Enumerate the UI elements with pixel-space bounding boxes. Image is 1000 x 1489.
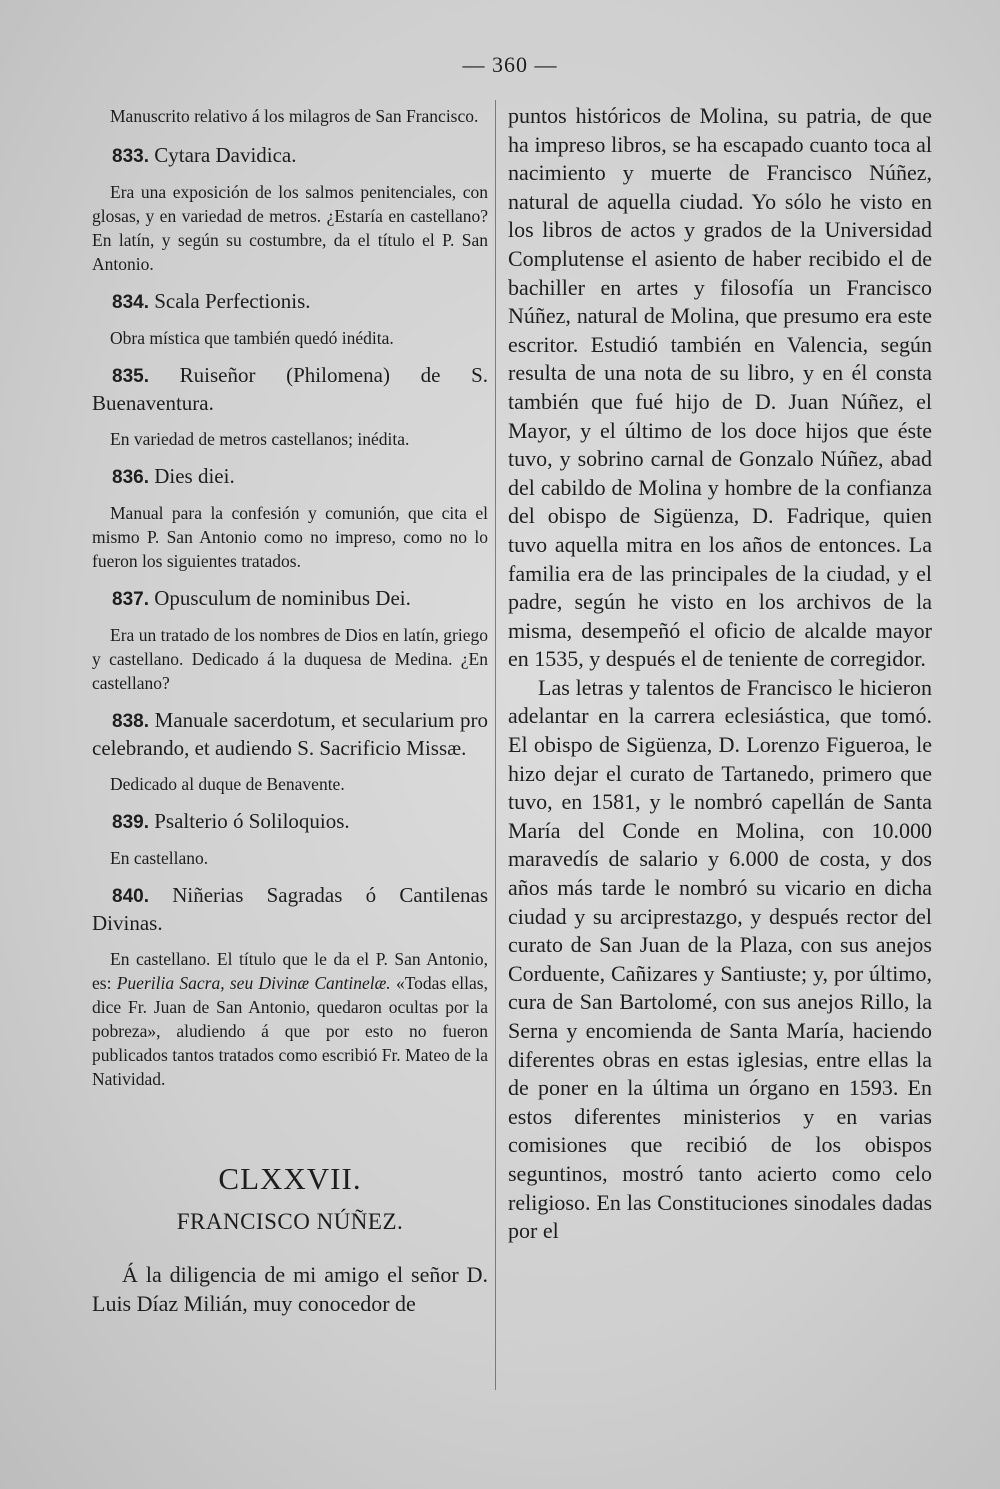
entry-title: Scala Perfectionis.: [154, 289, 311, 313]
body-paragraph-2: Las letras y talentos de Francisco le hicieron adelantar en la carrera eclesiástica, que tomó. El obispo de Sigüenza, D. Lorenzo Figueroa, le hizo dejar el curato de Tartanedo, primero que tuvo, en 1581, y le nombró capellán de Santa María del Conde en Molina, con 10.000 maravedís de salario y 6.000 de costa, y dos años más tarde le nombró su vicario en dicha ciudad y su arciprestazgo, y después rector del curato de San Juan de la Plaza, con sus anejos Corduente, Cañizares y Santiuste; y, por último, cura de San Bartolomé, con sus anejos Rillo, la Serna y encomienda de Santa María, haciendo diferentes obras en estas iglesias, entre ellas la de poner en la última un órgano en 1593. En estos diferentes ministerios y en varias comisiones que recibió de los obispos seguntinos, mostró tanto acierto como celo religioso. En las Constituciones sinodales dadas por el: [508, 674, 932, 1244]
page-number: — 360 —: [462, 52, 558, 77]
chapter-title: FRANCISCO NÚÑEZ.: [176, 1209, 404, 1234]
entry-heading: [92, 288, 488, 316]
entry-number: 839.: [112, 812, 149, 833]
entry-number: 837.: [112, 589, 149, 610]
catalog-entry: [92, 463, 488, 573]
entry-heading: [92, 808, 488, 836]
entry-number: 835.: [112, 366, 149, 387]
entry-title: Dies diei.: [154, 464, 235, 488]
entry-title: Niñerias Sagradas ó Cantilenas Divinas.: [92, 883, 489, 935]
chapter-intro-text: Á la diligencia de mi amigo el señor D. Luis Díaz Milián, muy conocedor de: [92, 1262, 488, 1316]
entry-note-text: En castellano. El título que le da el P. San Antonio, es:: [92, 949, 488, 993]
catalog-entry: [92, 362, 488, 451]
entry-heading: [92, 882, 488, 937]
entry-note: Manual para la confesión y comunión, que cita el mismo P. San Antonio como no impreso, como no lo fueron los siguientes tratados.: [92, 503, 488, 571]
entry-number: 834.: [112, 292, 149, 313]
entry-heading: [92, 142, 488, 170]
entry-note: Era una exposición de los salmos penitenciales, con glosas, y en variedad de metros. ¿Estaría en castellano? En latín, y según su costumbre, da el título el P. San Antonio.: [92, 182, 488, 274]
entry-note: Obra mística que también quedó inédita.: [110, 328, 394, 348]
entry-note: [92, 947, 488, 1091]
right-column: [508, 102, 932, 1246]
body-paragraph-1: puntos históricos de Molina, su patria, de que ha impreso libros, se ha escapado cuanto toca al nacimiento y muerte de Francisco Núñez, natural de aquella ciudad. Yo sólo he visto en los libros de actos y grados de la Universidad Complutense el asiento de haber recibido el de bachiller en artes y filosofía un Francisco Núñez, natural de Molina, que presumo era este escritor. Estudió también en Valencia, según resulta de una nota de su libro, y en él consta también que fué hijo de D. Juan Núñez, el Mayor, y el último de los doce hijos que éste tuvo, y sobrino carnal de Gonzalo Núñez, abad del cabildo de Molina y hombre de la confianza del obispo de Sigüenza, D. Fadrique, quien tuvo aquella mitra en los años de entonces. La familia era de las principales de la ciudad, y el padre, según he visto en los archivos de la misma, desempeñó el oficio de alcalde mayor en 1535, y después el de teniente de corregidor.: [508, 103, 932, 672]
entry-title: Opusculum de nominibus Dei.: [154, 586, 411, 610]
entry-note: Dedicado al duque de Benavente.: [110, 774, 345, 794]
catalog-entry: [92, 707, 488, 796]
entry-number: 840.: [112, 886, 149, 907]
catalog-entry: [92, 585, 488, 695]
left-column: [92, 104, 488, 1318]
entry-note: Era un tratado de los nombres de Dios en latín, griego y castellano. Dedicado á la duquesa de Medina. ¿En castellano?: [92, 625, 488, 693]
entry-number: 836.: [112, 467, 149, 488]
entry-heading: [92, 707, 488, 762]
intro-note: Manuscrito relativo á los milagros de San Francisco.: [110, 106, 479, 126]
entry-note: En variedad de metros castellanos; inédita.: [110, 429, 410, 449]
entry-heading: [92, 585, 488, 613]
catalog-entry: [92, 142, 488, 276]
entry-note: En castellano.: [110, 848, 209, 868]
catalog-entry: [92, 808, 488, 870]
entry-heading: [92, 463, 488, 491]
entry-title: Psalterio ó Soliloquios.: [154, 809, 350, 833]
entry-title: Cytara Davidica.: [154, 143, 297, 167]
entry-note-latin-title: Puerilia Sacra, seu Divinæ Cantinelæ.: [116, 973, 391, 993]
chapter-numeral: CLXXVII.: [218, 1161, 362, 1196]
entry-note-quote: «Todas ellas, dice Fr. Juan de San Antonio, quedaron ocultas por la pobreza», aludiendo á que por esto no fueron publicados tantos tratados como escribió Fr. Mateo de la Natividad.: [92, 973, 488, 1089]
column-divider: [495, 100, 496, 1390]
entry-title: Ruiseñor (Philomena) de S. Buenaventura.: [92, 363, 488, 415]
entry-number: 838.: [112, 711, 149, 732]
entry-number: 833.: [112, 146, 149, 167]
catalog-entry: [92, 288, 488, 350]
entry-heading: [92, 362, 488, 417]
catalog-entry: [92, 882, 488, 1091]
entry-title: Manuale sacerdotum, et secularium pro celebrando, et audiendo S. Sacrificio Missæ.: [92, 708, 489, 760]
